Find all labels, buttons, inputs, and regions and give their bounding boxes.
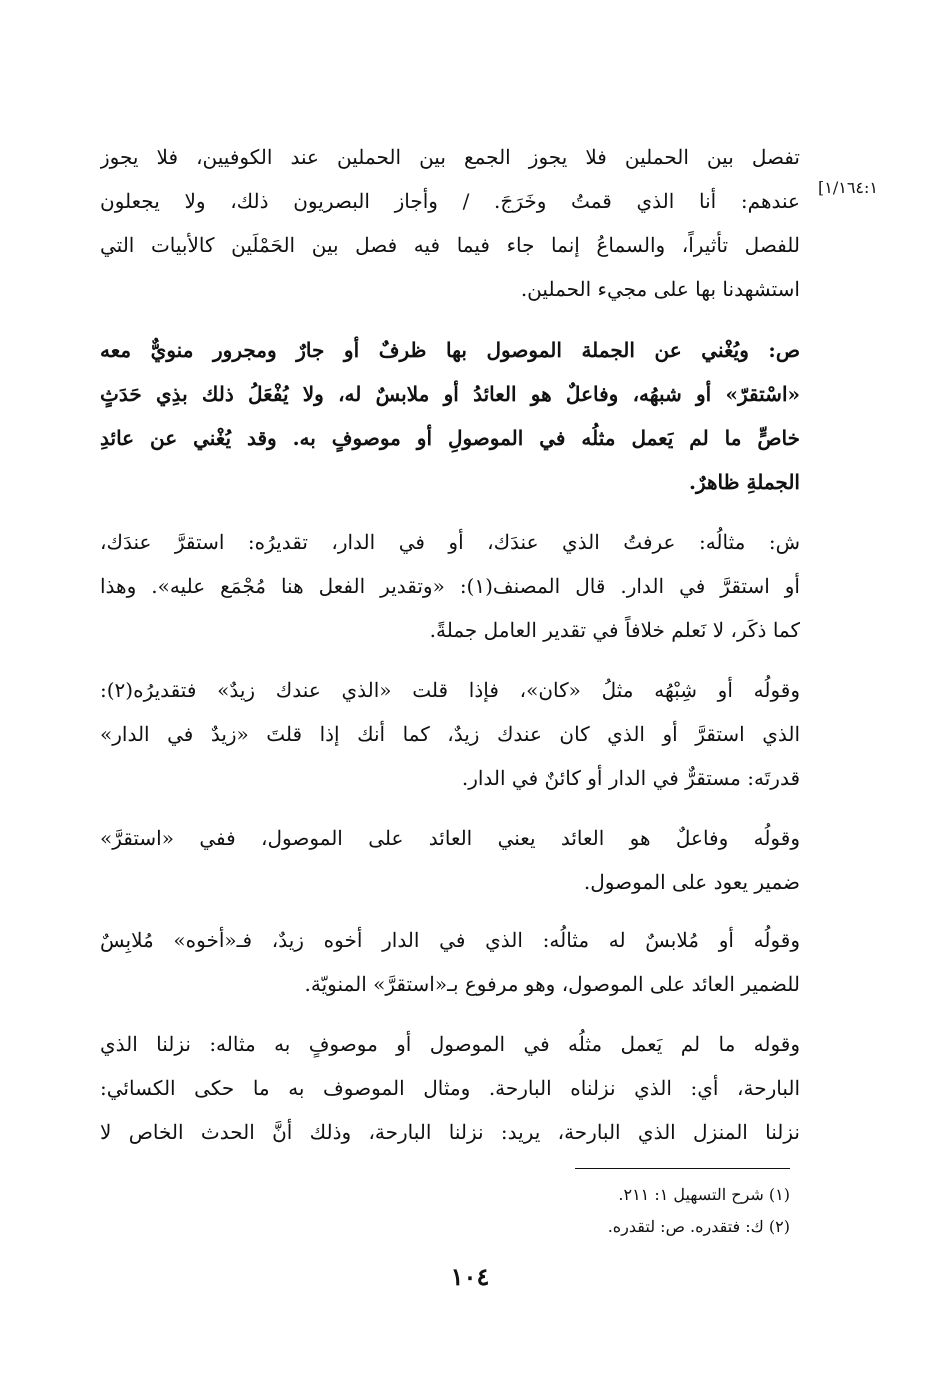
text-line: خاصٍّ ما لم يَعمل مثلُه في الموصولِ أو موصوفٍ به. وقد يُغْني عن عائدِ (100, 426, 800, 450)
paragraph-3 (100, 520, 800, 652)
text-line: وقولُه أو شِبْهُه مثلُ «كان»، فإذا قلت «الذي عندك زيدٌ» فتقديرُه(٢): (100, 678, 800, 702)
text-line: الجملةِ ظاهرٌ. (689, 470, 800, 494)
text-line: استشهدنا بها على مجيء الحملين. (520, 277, 800, 301)
text-line: تفصل بين الحملين فلا يجوز الجمع بين الحملين عند الكوفيين، فلا يجوز (100, 145, 800, 169)
footnote-divider (575, 1168, 790, 1169)
text-line: قدرتَه: مستقرٌّ في الدار أو كائنٌ في الدار. (461, 766, 800, 790)
text-line: أو استقرَّ في الدار. قال المصنف(١): «وتقدير الفعل هنا مُجْمَع عليه». وهذا (100, 574, 800, 598)
paragraph-1 (100, 135, 800, 311)
text-line: وقولُه أو مُلابسٌ له مثالُه: الذي في الدار أخوه زيدٌ، فـ«أخوه» مُلابِسٌ (100, 928, 800, 952)
text-line: الذي استقرَّ أو الذي كان عندك زيدٌ، كما أنك إذا قلتَ «زيدٌ في الدار» (100, 722, 800, 746)
paragraph-6 (100, 918, 800, 1006)
text-line: للفصل تأثيراً، والسماعُ إنما جاء فيما فيه فصل بين الحَمْلَين كالأبيات التي (100, 233, 800, 257)
text-line: نزلنا المنزل الذي البارحة، يريد: نزلنا البارحة، وذلك أنَّ الحدث الخاص لا (100, 1120, 800, 1144)
footnote-2: (٢) ك: فتقدره. ص: لتقدره. (607, 1217, 790, 1236)
text-line: عندهم: أنا الذي قمتُ وخَرَجَ. / وأجاز البصريون ذلك، ولا يجعلون (100, 189, 800, 213)
text-line: ش: مثالُه: عرفتُ الذي عندَك، أو في الدار، تقديرُه: استقرَّ عندَك، (100, 530, 800, 554)
text-line: وقوله ما لم يَعمل مثلُه في الموصول أو موصوفٍ به مثاله: نزلنا الذي (100, 1032, 800, 1056)
text-line: «اسْتقرّ» أو شبهُه، وفاعلٌ هو العائدُ أو ملابسٌ له، ولا يُفْعَلُ ذلك بذِي حَدَثٍ (100, 382, 800, 406)
text-line: ص: ويُغْني عن الجملة الموصول بها ظرفٌ أو جارٌ ومجرور منويٌّ معه (100, 338, 800, 362)
paragraph-7 (100, 1022, 800, 1154)
marginal-reference: [١/١٦٤:١ (818, 178, 878, 197)
text-line: البارحة، أي: الذي نزلناه البارحة. ومثال الموصوف به ما حكى الكسائي: (100, 1076, 800, 1100)
text-line: وقولُه وفاعلٌ هو العائد يعني العائد على الموصول، ففي «استقرَّ» (100, 826, 800, 850)
paragraph-4 (100, 668, 800, 800)
paragraph-5 (100, 816, 800, 904)
text-line: ضمير يعود على الموصول. (583, 870, 800, 894)
footnote-1: (١) شرح التسهيل ١: ٢١١. (618, 1185, 790, 1204)
paragraph-2-matn (100, 328, 800, 504)
page-number: ١٠٤ (450, 1262, 490, 1291)
text-line: للضمير العائد على الموصول، وهو مرفوع بـ«استقرَّ» المنويّة. (304, 972, 800, 996)
text-line: كما ذكَر، لا نَعلم خلافاً في تقدير العامل جملةً. (429, 618, 800, 642)
